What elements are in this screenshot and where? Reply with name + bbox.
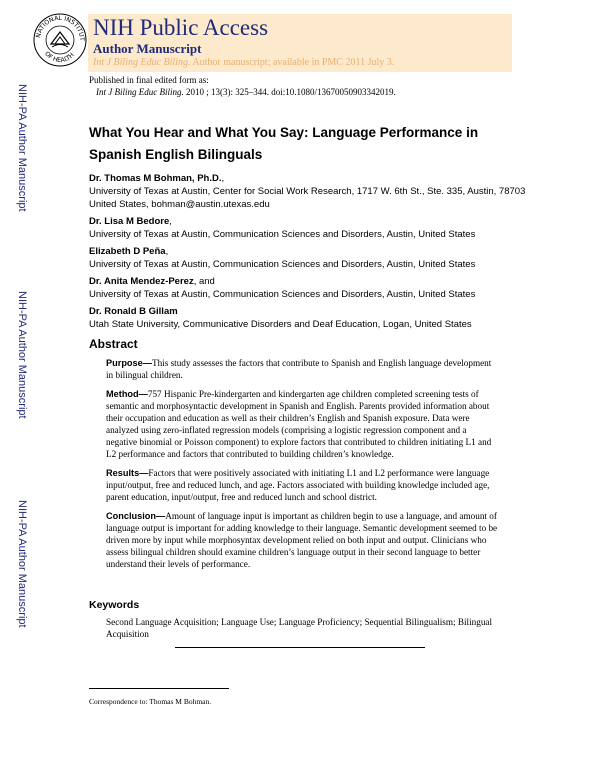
side-label-bottom: NIH-PA Author Manuscript (16, 500, 28, 628)
publication-details: 2010 ; 13(3): 325–344. doi:10.1080/13670050903342019. (183, 87, 396, 97)
author-entry (89, 275, 529, 301)
header-journal: Int J Biling Educ Biling. (93, 57, 191, 68)
author-name: Elizabeth D Peña (89, 246, 166, 257)
author-separator: , and (193, 276, 215, 287)
header-availability (93, 57, 394, 68)
keywords-list: Second Language Acquisition; Language Use; Language Proficiency; Sequential Bilingualism; Bilingual Acquisition (106, 617, 493, 639)
side-label-top: NIH-PA Author Manuscript (16, 84, 28, 212)
abstract-section-label: Results— (106, 468, 149, 478)
author-separator: , (221, 173, 225, 184)
author-name: Dr. Ronald B Gillam (89, 306, 178, 317)
abstract-purpose (106, 357, 498, 381)
author-affiliation: University of Texas at Austin, Communication Sciences and Disorders, Austin, United States (89, 229, 476, 240)
abstract-section-text: Factors that were positively associated with initiating L1 and L2 performance were language input/output, free and reduced lunch, and age. Factors associated with building knowledge included age, parent education, input/output, free and reduced lunch and school district. (106, 468, 490, 502)
abstract-conclusion (106, 510, 498, 570)
abstract-section-text: 757 Hispanic Pre-kindergarten and kindergarten age children completed screening tests of semantic and morphosyntactic development in Spanish and English. Parents provided information about their occupation and education as well as their children’s English and Spanish exposure. Data were analyzed using zero-inflated regression models (comprising a logistic regression component and a negative binomial or Poisson component) to explore factors that contributed to children initiating L1 and L2 performance and factors that contributed to building children’s knowledge. (106, 389, 492, 459)
svg-text:OF HEALTH: OF HEALTH (43, 50, 76, 65)
correspondence-footnote: Correspondence to: Thomas M Bohman. (89, 697, 212, 706)
author-separator: , (165, 246, 169, 257)
article-title: What You Hear and What You Say: Language Performance in Spanish English Bilinguals (89, 125, 479, 162)
abstract-section-label: Conclusion— (106, 511, 166, 521)
abstract-section-label: Purpose— (106, 358, 152, 368)
author-name: Dr. Thomas M Bohman, Ph.D. (89, 173, 222, 184)
page-title: NIH Public Access (93, 15, 269, 40)
publication-citation (96, 87, 396, 97)
abstract-body (106, 357, 498, 577)
author-separator: , (169, 216, 172, 227)
abstract-section-label: Method— (106, 389, 148, 399)
nih-seal-logo (32, 12, 88, 68)
author-affiliation: University of Texas at Austin, Communication Sciences and Disorders, Austin, United States (89, 259, 476, 270)
author-name: Dr. Anita Mendez-Perez (89, 276, 194, 287)
footnote-divider (89, 688, 229, 689)
abstract-section-text: This study assesses the factors that contribute to Spanish and English language development in bilingual children. (106, 358, 492, 380)
author-affiliation: University of Texas at Austin, Communication Sciences and Disorders, Austin, United States (89, 289, 476, 300)
svg-text:NATIONAL INSTITUTES: NATIONAL INSTITUT (35, 14, 86, 42)
header-subtitle: Author Manuscript (93, 41, 202, 56)
author-entry (89, 172, 529, 211)
publication-note: Published in final edited form as: (89, 75, 209, 85)
author-entry (89, 245, 529, 271)
abstract-results (106, 467, 498, 503)
author-affiliation: Utah State University, Communicative Disorders and Deaf Education, Logan, United States (89, 319, 472, 330)
author-affiliation: University of Texas at Austin, Center for Social Work Research, 1717 W. 6th St., Ste. 335, Austin, 78703 United States, bohman@austin.utexas.edu (89, 186, 526, 210)
side-label-middle: NIH-PA Author Manuscript (16, 291, 28, 419)
author-entry (89, 305, 529, 331)
abstract-heading: Abstract (89, 337, 138, 351)
keywords-heading: Keywords (89, 599, 140, 611)
abstract-section-text: Amount of language input is important as children begin to use a language, and amount of language output is important for adding knowledge to their language. Semantic development seemed to be driven more by input while morphosyntax development relied on both input and output. Clinicians who assess bilingual children should examine children’s language output in their second language to better understand their levels of performance. (106, 511, 498, 569)
header-availability-text: Author manuscript; available in PMC 2011 July 3. (190, 57, 395, 68)
section-divider (175, 647, 425, 648)
author-entry (89, 215, 529, 241)
abstract-method (106, 388, 498, 460)
publication-journal: Int J Biling Educ Biling. (96, 87, 184, 97)
author-name: Dr. Lisa M Bedore (89, 216, 170, 227)
author-list (89, 172, 529, 335)
